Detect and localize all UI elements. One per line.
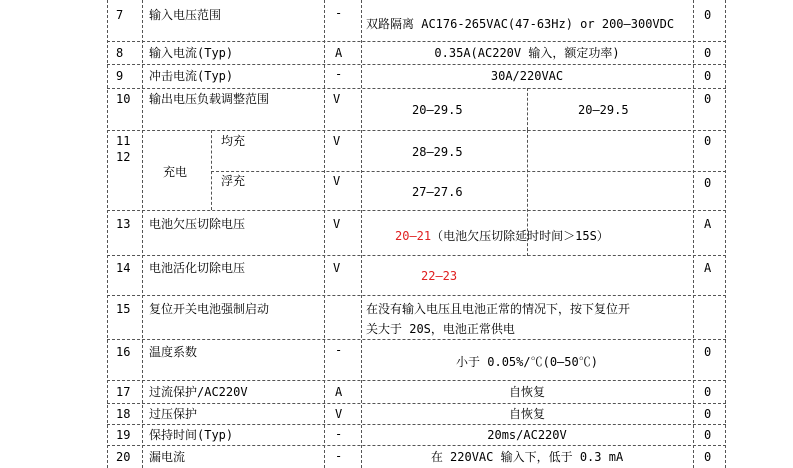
grid-vline: [107, 0, 108, 468]
row-unit: V: [335, 407, 343, 421]
row-unit: V: [333, 217, 341, 231]
row-unit: V: [333, 92, 341, 106]
row-unit: -: [335, 343, 343, 357]
row-value: 双路隔离 AC176-265VAC(47-63Hz) or 200—300VDC: [366, 17, 675, 31]
grid-hline: [107, 403, 726, 404]
row-no: 13: [116, 217, 131, 231]
row-code: 0: [704, 69, 712, 83]
row-value: 0.35A(AC220V 输入，额定功率): [434, 46, 620, 60]
row-code: A: [704, 261, 712, 275]
row-no: 10: [116, 92, 131, 106]
grid-hline: [107, 255, 726, 256]
grid-vline: [324, 0, 325, 468]
grid-hline: [107, 380, 726, 381]
row-code: 0: [704, 92, 712, 106]
row-code: 0: [704, 345, 712, 359]
row-group: 充电: [163, 165, 188, 179]
row-unit: -: [335, 67, 343, 81]
row-item: 输出电压负载调整范围: [149, 92, 270, 106]
grid-vline: [693, 0, 694, 468]
row-no: 11: [116, 134, 131, 148]
row-no: 18: [116, 407, 131, 421]
row-item: 输入电压范围: [149, 8, 222, 22]
row-value-line1: 在没有输入电压且电池正常的情况下，按下复位开: [366, 302, 631, 316]
grid-hline: [107, 88, 726, 89]
row-item: 复位开关电池强制启动: [149, 302, 270, 316]
grid-vline: [142, 0, 143, 468]
row-no: 9: [116, 69, 124, 83]
row-item: 电池欠压切除电压: [149, 217, 246, 231]
row-value: 在 220VAC 输入下，低于 0.3 mA: [430, 450, 624, 464]
row-item: 漏电流: [149, 450, 186, 464]
row-value-line2: 关大于 20S，电池正常供电: [366, 322, 515, 336]
row-value-highlight: 20—21: [395, 229, 432, 243]
grid-hline: [107, 295, 726, 296]
row-item: 冲击电流(Typ): [149, 69, 234, 83]
grid-vline: [211, 130, 212, 210]
row-item: 保持时间(Typ): [149, 428, 234, 442]
row-item: 过压保护: [149, 407, 198, 421]
row-no: 14: [116, 261, 131, 275]
row-item: 过流保护/AC220V: [149, 385, 248, 399]
row-value: 30A/220VAC: [490, 69, 564, 83]
row-no: 15: [116, 302, 131, 316]
row-value-b: 20—29.5: [578, 103, 629, 117]
row-code: 0: [704, 46, 712, 60]
row-code: A: [704, 217, 712, 231]
row-unit: A: [335, 46, 343, 60]
row-no: 7: [116, 8, 124, 22]
row-no: 16: [116, 345, 131, 359]
row-value: 自恢复: [508, 385, 545, 399]
row-unit: A: [335, 385, 343, 399]
row-code: 0: [704, 450, 712, 464]
grid-vline: [725, 0, 726, 468]
row-unit: V: [333, 174, 341, 188]
grid-hline: [107, 445, 726, 446]
row-value: [395, 229, 609, 243]
row-code: 0: [704, 428, 712, 442]
row-value: 小于 0.05%/℃(0—50℃): [456, 355, 598, 369]
grid-hline: [107, 41, 726, 42]
row-unit: -: [335, 449, 343, 463]
grid-hline: [211, 171, 726, 172]
row-no: 12: [116, 150, 131, 164]
row-code: 0: [704, 176, 712, 190]
row-code: 0: [704, 407, 712, 421]
row-value: 自恢复: [508, 407, 545, 421]
row-sub: 均充: [221, 134, 246, 148]
row-unit: -: [335, 427, 343, 441]
row-value: 28—29.5: [412, 145, 463, 159]
row-value: 27—27.6: [412, 185, 463, 199]
row-value-highlight: 22—23: [421, 269, 458, 283]
row-value-note: （电池欠压切除延时时间＞15S）: [431, 229, 609, 243]
row-code: 0: [704, 134, 712, 148]
grid-hline: [107, 130, 726, 131]
row-unit: V: [333, 134, 341, 148]
row-unit: -: [335, 6, 343, 20]
row-unit: V: [333, 261, 341, 275]
grid-hline: [107, 210, 726, 211]
grid-hline: [107, 424, 726, 425]
row-no: 19: [116, 428, 131, 442]
row-no: 17: [116, 385, 131, 399]
row-no: 20: [116, 450, 131, 464]
row-code: 0: [704, 385, 712, 399]
grid-vline: [527, 88, 528, 130]
grid-hline: [107, 339, 726, 340]
row-value: 20ms/AC220V: [487, 428, 567, 442]
row-value-a: 20—29.5: [412, 103, 463, 117]
row-no: 8: [116, 46, 124, 60]
row-sub: 浮充: [221, 174, 246, 188]
row-code: 0: [704, 8, 712, 22]
row-item: 电池活化切除电压: [149, 261, 246, 275]
row-item: 温度系数: [149, 345, 198, 359]
grid-hline: [107, 64, 726, 65]
row-item: 输入电流(Typ): [149, 46, 234, 60]
